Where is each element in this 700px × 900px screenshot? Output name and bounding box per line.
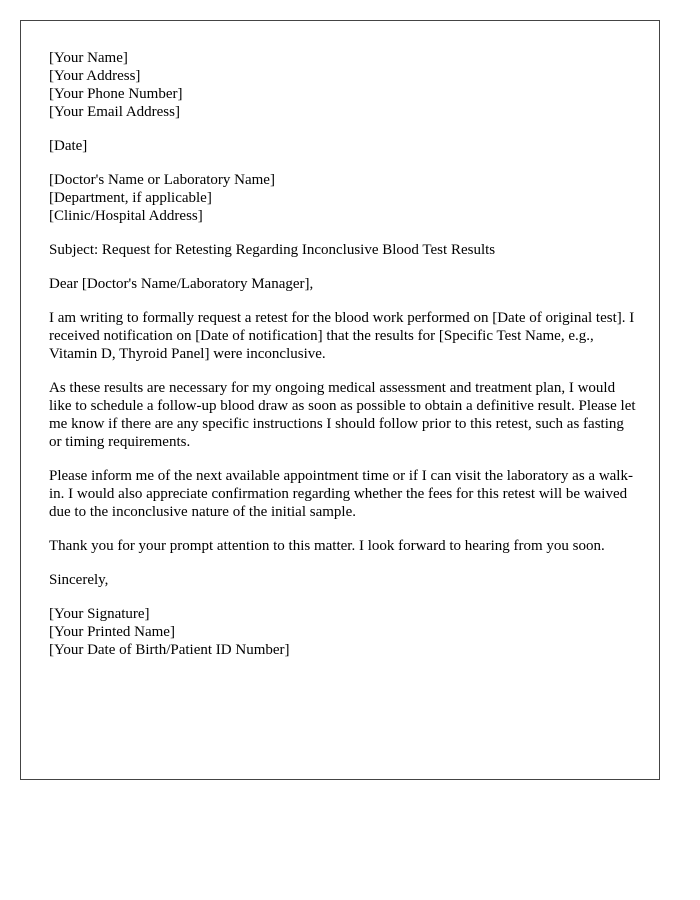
signature-block	[49, 605, 637, 659]
body-paragraph-3: Please inform me of the next available appointment time or if I can visit the laboratory as a walk-in. I would also appreciate confirmation regarding whether the fees for this retest will be waived due to the inconclusive nature of the initial sample.	[49, 468, 633, 520]
recipient-name: [Doctor's Name or Laboratory Name]	[49, 172, 275, 188]
letter-date: [Date]	[49, 138, 88, 154]
sender-block	[49, 49, 637, 121]
letter-body	[49, 49, 637, 675]
letter-page	[20, 20, 660, 780]
sender-address: [Your Address]	[49, 68, 141, 84]
sender-email: [Your Email Address]	[49, 104, 180, 120]
salutation: Dear [Doctor's Name/Laboratory Manager],	[49, 276, 314, 292]
recipient-block	[49, 171, 637, 225]
body-paragraph-4: Thank you for your prompt attention to this matter. I look forward to hearing from you soon.	[49, 538, 605, 554]
subject-line: Subject: Request for Retesting Regarding Inconclusive Blood Test Results	[49, 242, 496, 258]
sender-phone: [Your Phone Number]	[49, 86, 183, 102]
body-paragraph-1: I am writing to formally request a retest for the blood work performed on [Date of original test]. I received notification on [Date of notification] that the results for [Specific Test Name, e.g., Vitamin D, Thyroid Panel] were inconclusive.	[49, 310, 635, 362]
recipient-department: [Department, if applicable]	[49, 190, 212, 206]
sender-name: [Your Name]	[49, 50, 128, 66]
printed-name-line: [Your Printed Name]	[49, 624, 175, 640]
date-block	[49, 137, 637, 155]
body-paragraph-2: As these results are necessary for my ongoing medical assessment and treatment plan, I would like to schedule a follow-up blood draw as soon as possible to obtain a definitive result. Please let me know if there are any specific instructions I should follow prior to this retest, such as fasting or timing requirements.	[49, 380, 636, 450]
patient-id-line: [Your Date of Birth/Patient ID Number]	[49, 642, 290, 658]
signature-line: [Your Signature]	[49, 606, 150, 622]
closing: Sincerely,	[49, 572, 109, 588]
recipient-address: [Clinic/Hospital Address]	[49, 208, 203, 224]
